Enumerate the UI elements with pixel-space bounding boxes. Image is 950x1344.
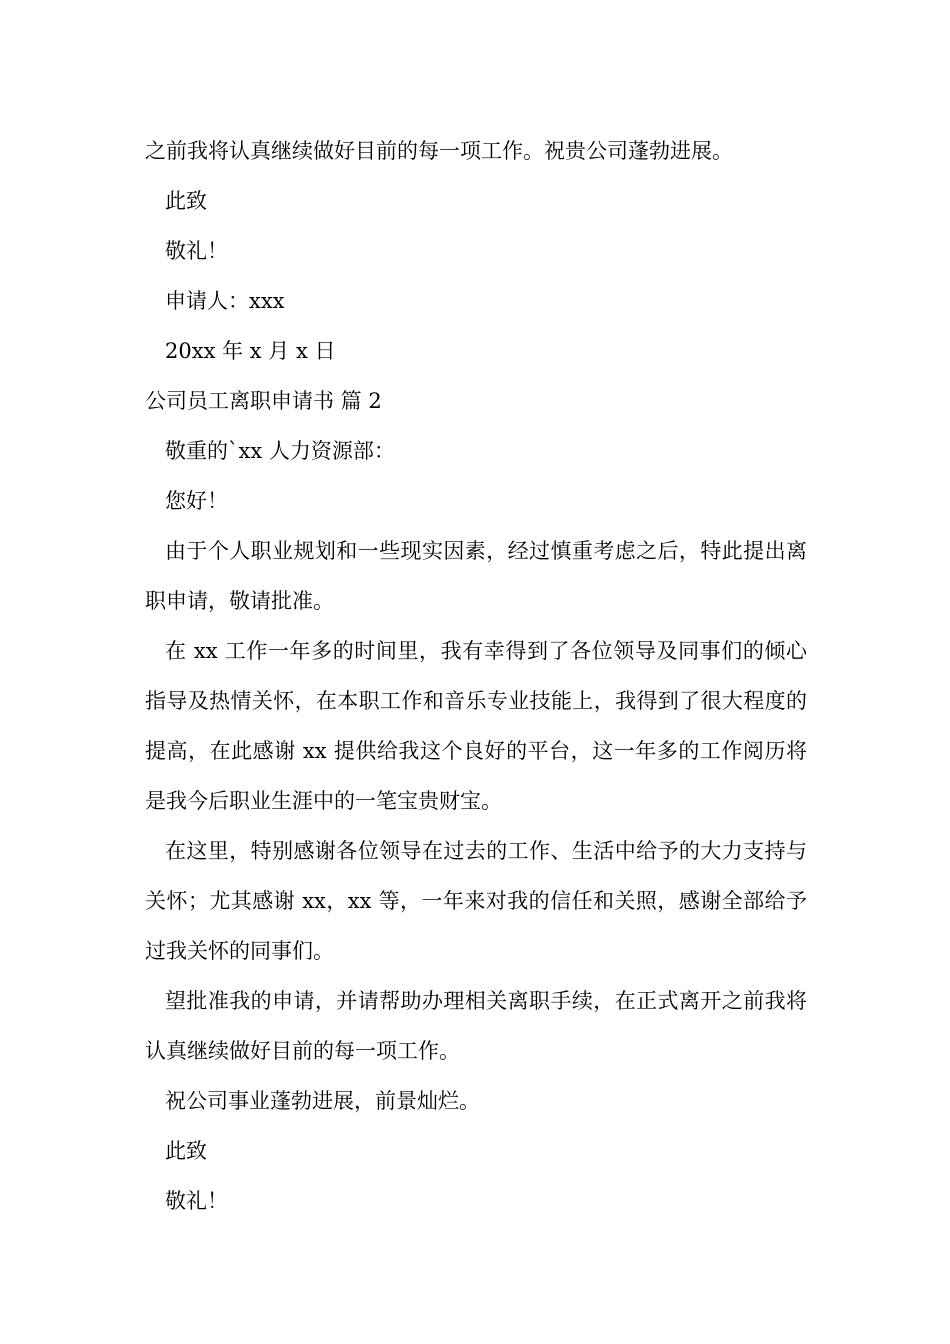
document-page (145, 126, 807, 1226)
regards-line: 敬礼！ (165, 239, 228, 263)
closing-salutation-line: 此致 (165, 1139, 207, 1163)
addressee-line: 敬重的`xx 人力资源部： (165, 439, 395, 463)
text-line: 之前我将认真继续做好目前的每一项工作。祝贵公司蓬勃进展。 (145, 139, 733, 163)
body-paragraph-4: 望批准我的申请，并请帮助办理相关离职手续，在正式离开之前我将认真继续做好目前的每一项工作。 (145, 989, 807, 1063)
wish-line: 祝公司事业蓬勃进展，前景灿烂。 (165, 1089, 480, 1113)
date-line: 20xx 年 x 月 x 日 (165, 339, 336, 363)
section-heading: 公司员工离职申请书 篇 2 (145, 389, 382, 413)
salutation-line: 此致 (165, 189, 207, 213)
body-paragraph-3: 在这里，特别感谢各位领导在过去的工作、生活中给予的大力支持与关怀；尤其感谢 xx，xx 等，一年来对我的信任和关照，感谢全部给予过我关怀的同事们。 (145, 839, 807, 963)
greeting-line: 您好！ (165, 489, 228, 513)
closing-regards-line: 敬礼！ (165, 1189, 228, 1213)
body-paragraph-1: 由于个人职业规划和一些现实因素，经过慎重考虑之后，特此提出离职申请，敬请批准。 (145, 539, 807, 613)
applicant-line: 申请人：xxx (165, 289, 285, 313)
body-paragraph-2: 在 xx 工作一年多的时间里，我有幸得到了各位领导及同事们的倾心指导及热情关怀，在本职工作和音乐专业技能上，我得到了很大程度的提高，在此感谢 xx 提供给我这个良好的平台，这一年多的工作阅历将是我今后职业生涯中的一笔宝贵财宝。 (145, 639, 807, 813)
